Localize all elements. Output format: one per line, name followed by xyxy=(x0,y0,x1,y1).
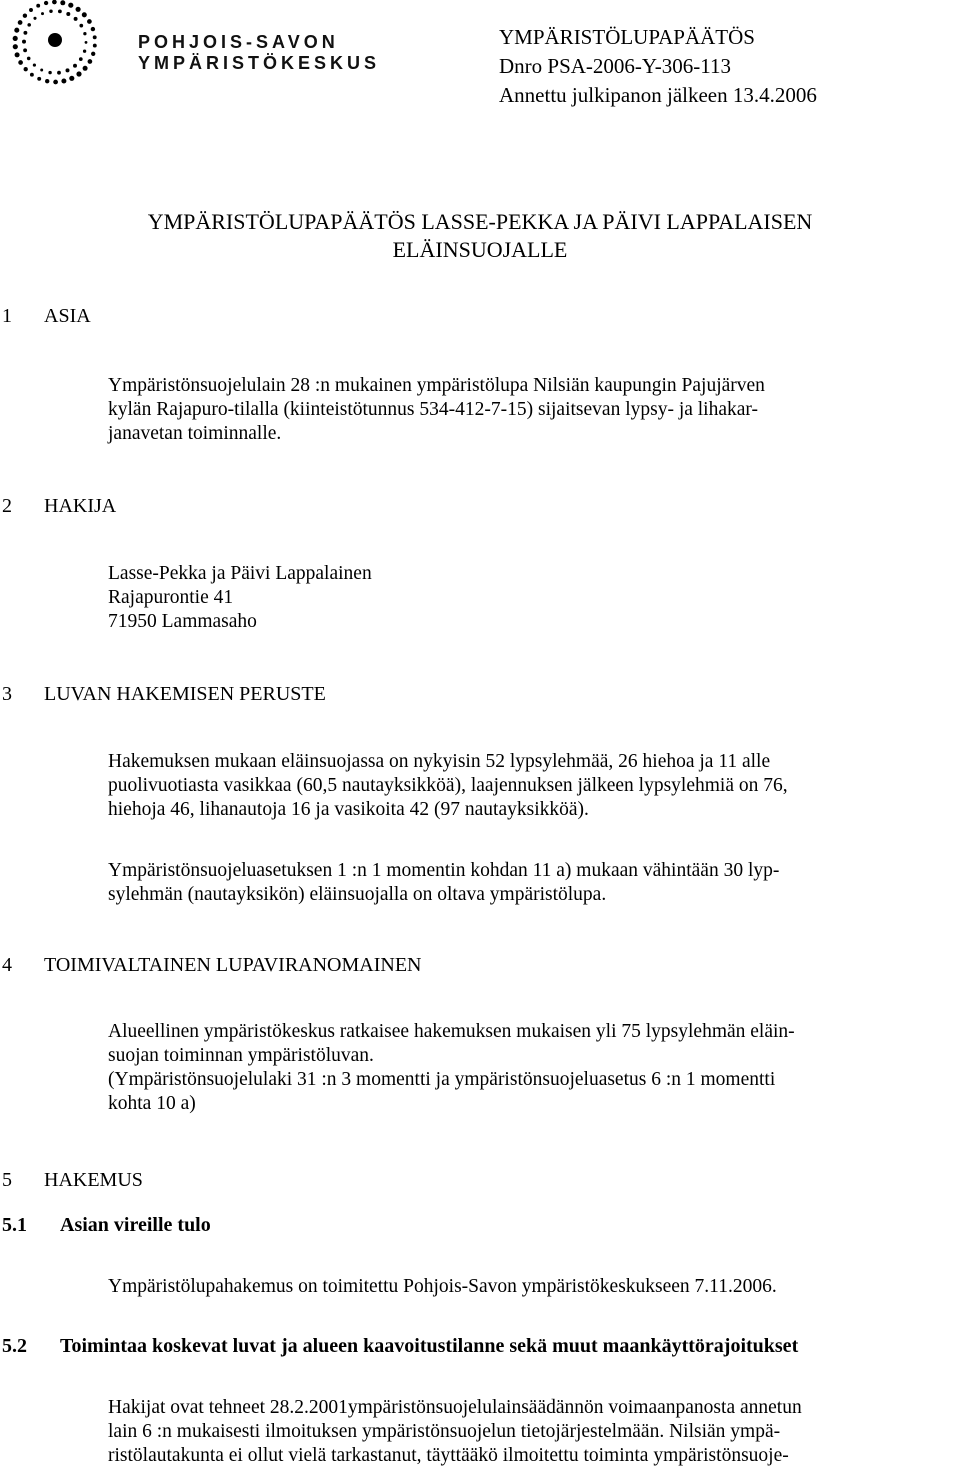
section-number: 4 xyxy=(2,954,12,976)
subsection-number: 5.1 xyxy=(2,1214,27,1236)
logo-dot xyxy=(24,67,28,71)
logo-dot xyxy=(66,12,70,16)
logo-dot xyxy=(79,24,83,28)
body-line: lain 6 :n mukaisesti ilmoituksen ympäristönsuojelun tietojärjestelmään. Nilsiän ympä- xyxy=(108,1421,781,1442)
publication-date: Annettu julkipanon jälkeen 13.4.2006 xyxy=(499,83,817,107)
logo-dot xyxy=(57,71,61,75)
section-5-heading xyxy=(2,1168,143,1192)
logo-dot xyxy=(82,12,87,17)
section-4-heading xyxy=(2,953,422,977)
logo-dot xyxy=(18,60,23,65)
body-line: Hakemuksen mukaan eläinsuojassa on nykyisin 52 lypsylehmää, 26 hiehoa ja 11 alle xyxy=(108,751,771,772)
body-line: kohta 10 a) xyxy=(108,1093,196,1114)
logo-dot xyxy=(41,12,44,15)
logo-dot xyxy=(61,78,66,83)
document-number: Dnro PSA-2006-Y-306-113 xyxy=(499,54,731,78)
logo-dot xyxy=(58,9,62,13)
section-4-body xyxy=(108,1020,956,1116)
logo-dot xyxy=(91,52,95,56)
logo-dot xyxy=(18,20,23,25)
logo-dot xyxy=(14,28,19,33)
logo-dot xyxy=(23,31,27,35)
logo-dot xyxy=(69,76,74,81)
logo-dot xyxy=(60,0,65,5)
section-title: TOIMIVALTAINEN LUPAVIRANOMAINEN xyxy=(44,954,422,976)
section-title: HAKIJA xyxy=(44,495,117,517)
applicant-postal: 71950 Lammasaho xyxy=(108,611,257,632)
logo-dot xyxy=(93,44,97,48)
logo-line-1: POHJOIS-SAVON xyxy=(138,32,339,52)
body-line: Alueellinen ympäristökeskus ratkaisee hakemuksen mukaisen yli 75 lypsylehmän eläin- xyxy=(108,1021,795,1042)
subsection-title: Toimintaa koskevat luvat ja alueen kaavoitustilanne sekä muut maankäyttörajoitukset xyxy=(60,1335,799,1357)
section-number: 5 xyxy=(2,1169,12,1191)
logo-dot xyxy=(74,17,78,21)
logo-dot xyxy=(33,17,36,20)
section-5-1-body: Ympäristölupahakemus on toimitettu Pohjois-Savon ympäristökeskukseen 7.11.2006. xyxy=(108,1276,777,1297)
body-line: Ympäristönsuojelulain 28 :n mukainen ympäristölupa Nilsiän kaupungin Pajujärven xyxy=(108,375,765,396)
logo-dot xyxy=(30,73,34,77)
logo-dot xyxy=(48,71,51,74)
logo-dot xyxy=(79,57,83,61)
logo-dot xyxy=(76,7,81,12)
title-line-1: YMPÄRISTÖLUPAPÄÄTÖS LASSE-PEKKA JA PÄIVI LAPPALAISEN xyxy=(147,209,813,234)
body-line: Hakijat ovat tehneet 28.2.2001ympäristönsuojelulainsäädännön voimaanpanosta annetun xyxy=(108,1397,802,1418)
organization-logo xyxy=(0,0,400,100)
body-line: (Ympäristönsuojelulaki 31 :n 3 momentti ja ympäristönsuojeluasetus 6 :n 1 momentti xyxy=(108,1069,776,1090)
logo-dot xyxy=(91,27,95,31)
logo-dot xyxy=(23,14,27,18)
logo-dot xyxy=(73,64,77,68)
logo-dot xyxy=(93,35,97,39)
section-1-heading xyxy=(2,304,91,328)
logo-dot xyxy=(33,64,36,67)
logo-dot xyxy=(22,40,26,44)
logo-dot xyxy=(15,52,20,57)
section-5-2-heading xyxy=(2,1334,798,1358)
logo-dot xyxy=(68,3,73,8)
logo-dot xyxy=(27,23,31,27)
section-2-heading xyxy=(2,494,116,518)
logo-dot xyxy=(40,69,43,72)
section-1-body xyxy=(108,374,956,446)
subsection-title: Asian vireille tulo xyxy=(60,1214,211,1236)
logo-dot xyxy=(13,36,18,41)
section-number: 2 xyxy=(2,495,12,517)
logo-dot xyxy=(13,44,18,49)
logo-dot-circle-icon xyxy=(0,0,130,100)
logo-dot xyxy=(83,32,86,35)
applicant-street: Rajapurontie 41 xyxy=(108,587,234,608)
logo-dot xyxy=(36,4,40,8)
body-line: Ympäristönsuojeluasetuksen 1 :n 1 momentin kohdan 11 a) mukaan vähintään 30 lyp- xyxy=(108,860,780,881)
section-title: HAKEMUS xyxy=(44,1169,143,1191)
logo-dot xyxy=(85,41,88,44)
section-3-paragraph-2 xyxy=(108,859,956,907)
body-line: hiehoja 46, lihanautoja 16 ja vasikoita 42 (97 nautayksikköä). xyxy=(108,799,589,820)
logo-dot xyxy=(53,80,58,85)
body-line: kylän Rajapuro-tilalla (kiinteistötunnus 534-412-7-15) sijaitsevan lypsy- ja lihakar- xyxy=(108,399,759,420)
logo-dot xyxy=(44,1,48,5)
subsection-number: 5.2 xyxy=(2,1335,27,1357)
body-line: puolivuotiasta vasikkaa (60,5 nautayksikköä), laajennuksen jälkeen lypsylehmiä on 76, xyxy=(108,775,788,796)
logo-dot xyxy=(37,77,41,81)
body-line: suojan toiminnan ympäristöluvan. xyxy=(108,1045,374,1066)
section-3-paragraph-1 xyxy=(108,750,956,822)
section-title: LUVAN HAKEMISEN PERUSTE xyxy=(44,683,326,705)
logo-dot xyxy=(52,0,57,4)
logo-dot xyxy=(76,71,81,76)
document-title xyxy=(60,208,900,264)
logo-dot xyxy=(83,66,88,71)
logo-dot xyxy=(29,8,33,12)
section-number: 3 xyxy=(2,683,12,705)
logo-dot xyxy=(49,10,52,13)
section-3-heading xyxy=(2,682,326,706)
body-line: ristölautakunta ei ollut vielä tarkastanut, täyttääkö ilmoitettu toiminta ympäristönsuoje- xyxy=(108,1445,789,1466)
logo-dot xyxy=(83,50,86,53)
logo-dot xyxy=(88,59,93,64)
title-line-2: ELÄINSUOJALLE xyxy=(392,237,568,262)
body-line: sylehmän (nautayksikön) eläinsuojalla on oltava ympäristölupa. xyxy=(108,884,607,905)
logo-dot xyxy=(27,57,31,61)
logo-dot xyxy=(23,48,27,52)
logo-line-2: YMPÄRISTÖKESKUS xyxy=(138,53,381,73)
logo-dot xyxy=(45,79,49,83)
logo-dot xyxy=(66,68,70,72)
section-number: 1 xyxy=(2,305,12,327)
logo-dot xyxy=(87,19,92,24)
section-5-1-heading xyxy=(2,1213,211,1237)
applicant-address xyxy=(108,562,956,634)
body-line: janavetan toiminnalle. xyxy=(108,423,282,444)
section-title: ASIA xyxy=(44,305,91,327)
applicant-name: Lasse-Pekka ja Päivi Lappalainen xyxy=(108,563,372,584)
document-type: YMPÄRISTÖLUPAPÄÄTÖS xyxy=(499,25,755,49)
section-5-2-body xyxy=(108,1396,956,1468)
